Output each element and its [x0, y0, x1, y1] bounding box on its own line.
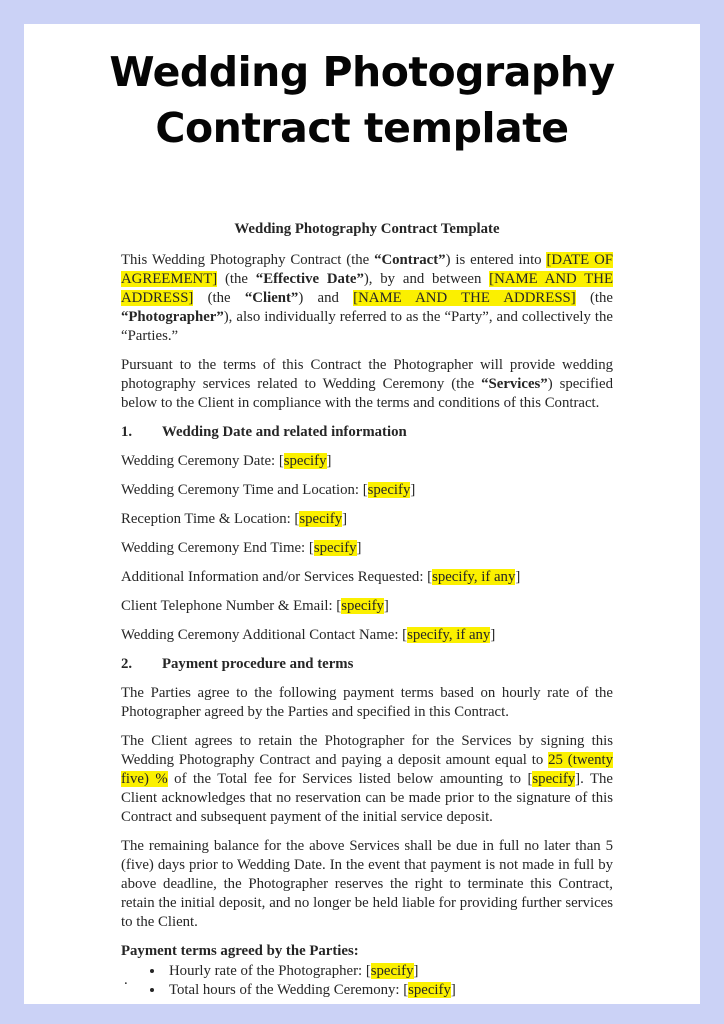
page-title — [24, 44, 700, 156]
balance-paragraph: The remaining balance for the above Services shall be due in full no later than 5 (five) days prior to Wedding Date. In the event that payment is not made in full by above deadline, the Photographer reserves the right to terminate this Contract, retain the initial deposit, and no longer be held liable for providing further services to the Client. — [121, 838, 613, 930]
payment-terms-label: Payment terms agreed by the Parties: — [121, 943, 359, 959]
bullet-hourly-rate: • Hourly rate of the Photographer: [specify] — [165, 962, 613, 981]
document-page — [24, 24, 700, 1004]
intro-paragraph: This Wedding Photography Contract (the “Contract”) is entered into [DATE OF AGREEMENT] (the “Effective Date”), by and between [NAME AND THE ADDRESS] (the “Client”) and [NAME AND THE ADDRESS] (the “Photographer”), also individually referred to as the “Party”, and collectively the “Parties.” — [121, 252, 614, 344]
field-wedding-ceremony-date: Wedding Ceremony Date: [specify] — [121, 453, 332, 469]
payment-terms-list — [121, 962, 613, 1000]
section-1-title: Wedding Date and related information — [162, 424, 407, 440]
section-2-number: 2. — [121, 656, 133, 672]
page-title-line2: Contract template — [155, 104, 569, 152]
contract-body — [121, 220, 613, 1000]
field-client-phone-email: Client Telephone Number & Email: [specify] — [121, 598, 389, 614]
bullet-total-hours: • Total hours of the Wedding Ceremony: [specify] — [165, 981, 613, 1000]
field-ceremony-time-location: Wedding Ceremony Time and Location: [specify] — [121, 482, 416, 498]
section-2-title: Payment procedure and terms — [162, 656, 354, 672]
field-additional-contact-name: Wedding Ceremony Additional Contact Name: [specify, if any] — [121, 627, 496, 643]
contract-heading: Wedding Photography Contract Template — [234, 221, 500, 237]
field-reception-time-location: Reception Time & Location: [specify] — [121, 511, 348, 527]
section-2-heading — [121, 655, 613, 674]
field-ceremony-end-time: Wedding Ceremony End Time: [specify] — [121, 540, 362, 556]
services-paragraph: Pursuant to the terms of this Contract the Photographer will provide wedding photography services related to Wedding Ceremony (the “Services”) specified below to the Client in compliance with the terms and conditions of this Contract. — [121, 357, 613, 411]
footer-period: . — [124, 972, 128, 988]
page-title-line1: Wedding Photography — [109, 48, 615, 96]
section-1-heading — [121, 423, 613, 442]
payment-intro-paragraph: The Parties agree to the following payment terms based on hourly rate of the Photographer agreed by the Parties and specified in this Contract. — [121, 685, 613, 720]
field-additional-info: Additional Information and/or Services Requested: [specify, if any] — [121, 569, 521, 585]
deposit-paragraph: The Client agrees to retain the Photographer for the Services by signing this Wedding Photography Contract and paying a deposit amount equal to 25 (twenty five) % of the Total fee for Services listed below amounting to [specify]. The Client acknowledges that no reservation can be made prior to the signature of this Contract and subsequent payment of the initial service deposit. — [121, 733, 613, 825]
section-1-number: 1. — [121, 424, 133, 440]
